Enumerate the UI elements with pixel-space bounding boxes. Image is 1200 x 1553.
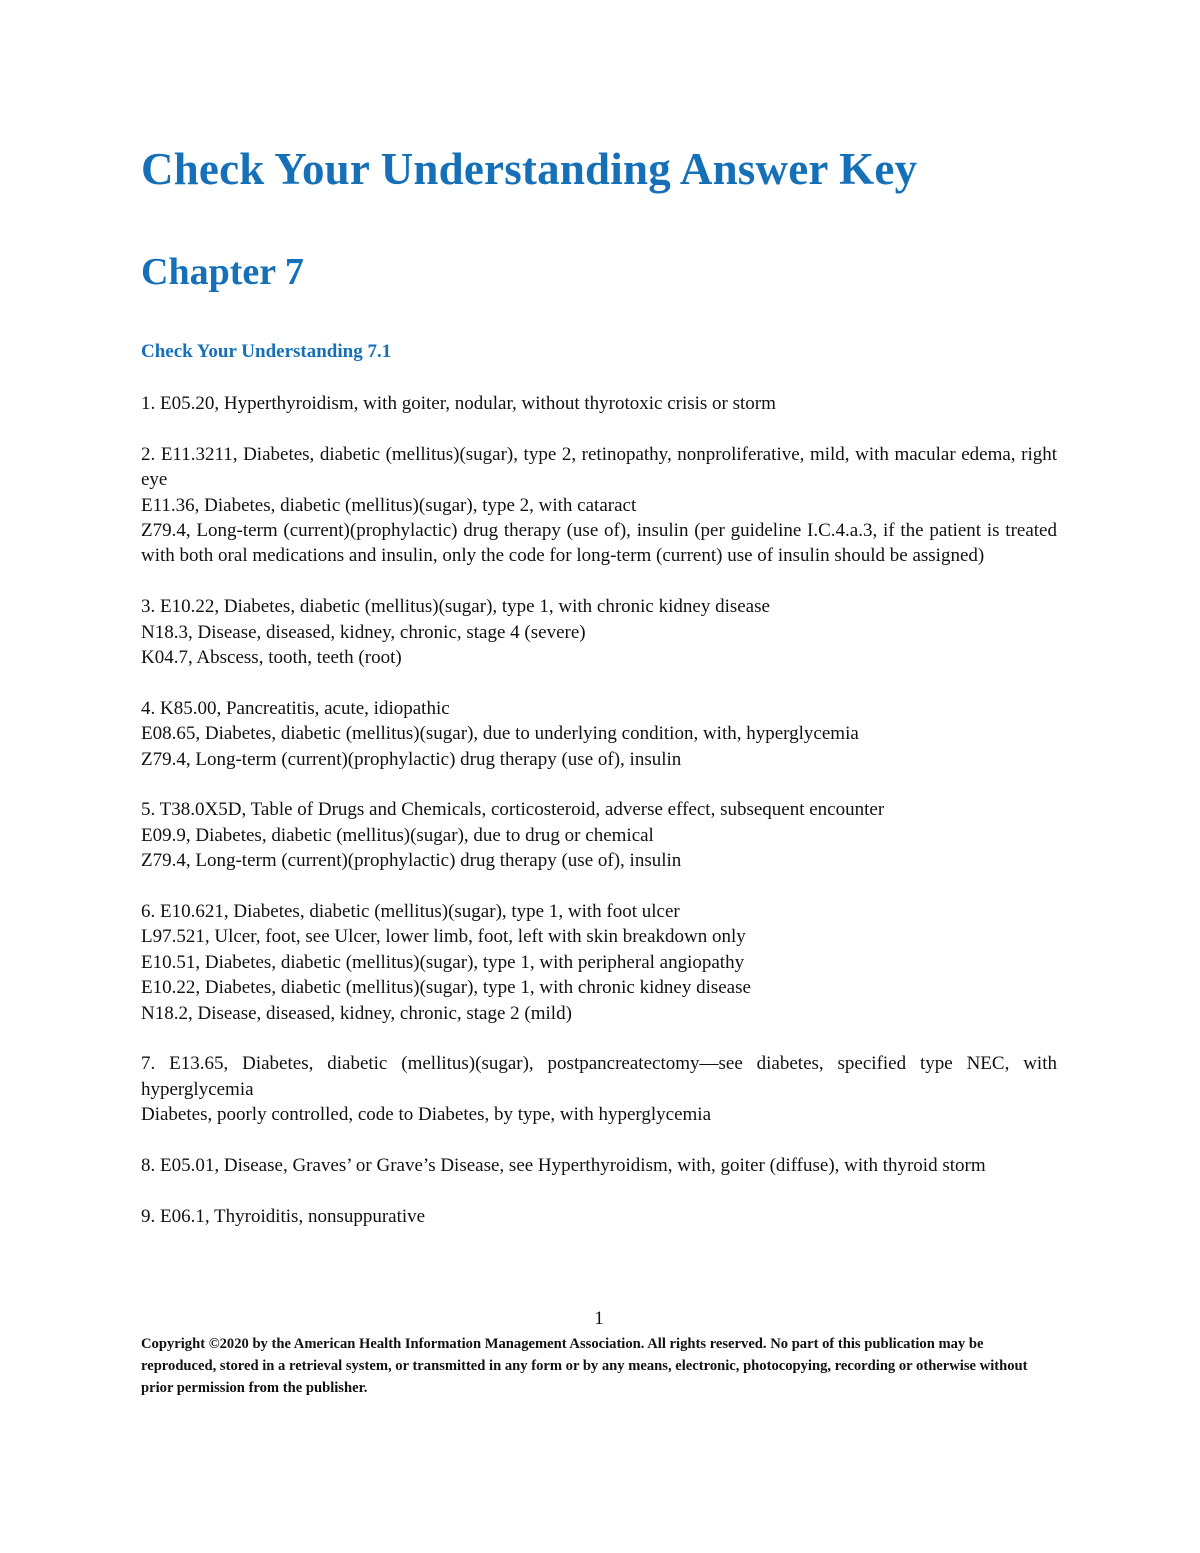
document-title: Check Your Understanding Answer Key xyxy=(141,144,918,194)
answer-line: K04.7, Abscess, tooth, teeth (root) xyxy=(141,647,402,669)
section-heading: Check Your Understanding 7.1 xyxy=(141,341,392,362)
answer-line: Diabetes, poorly controlled, code to Diabetes, by type, with hyperglycemia xyxy=(141,1104,712,1126)
answer-item xyxy=(141,391,1057,416)
answer-line: 4. K85.00, Pancreatitis, acute, idiopathic xyxy=(141,697,450,719)
answer-item xyxy=(141,594,1057,670)
answer-line: 7. E13.65, Diabetes, diabetic (mellitus)(sugar), postpancreatectomy—see diabetes, specified type NEC, with hyperglycemia xyxy=(141,1053,1057,1100)
answer-line: L97.521, Ulcer, foot, see Ulcer, lower limb, foot, left with skin breakdown only xyxy=(141,926,746,948)
answer-item xyxy=(141,1051,1057,1127)
answer-item xyxy=(141,1204,1057,1229)
answer-line: 8. E05.01, Disease, Graves’ or Grave’s Disease, see Hyperthyroidism, with, goiter (diffuse), with thyroid storm xyxy=(141,1155,986,1177)
answer-item xyxy=(141,1153,1057,1178)
answer-line: N18.3, Disease, diseased, kidney, chronic, stage 4 (severe) xyxy=(141,621,586,643)
answer-line: 9. E06.1, Thyroiditis, nonsuppurative xyxy=(141,1205,426,1227)
answer-line: Z79.4, Long-term (current)(prophylactic) drug therapy (use of), insulin (per guideline I.C.4.a.3, if the patient is treated with both oral medications and insulin, only the code for long-term (current) use of insulin should be assigned) xyxy=(141,520,1057,567)
chapter-heading: Chapter 7 xyxy=(141,251,304,293)
answer-line: E09.9, Diabetes, diabetic (mellitus)(sugar), due to drug or chemical xyxy=(141,824,654,846)
copyright-notice: Copyright ©2020 by the American Health Information Management Association. All rights reserved. No part of this publication may be reproduced, stored in a retrieval system, or transmitted in any form or by any means, electronic, photocopying, recording or otherwise without prior permission from the publisher. xyxy=(141,1336,1028,1396)
answer-line: Z79.4, Long-term (current)(prophylactic) drug therapy (use of), insulin xyxy=(141,748,682,770)
answer-line: 1. E05.20, Hyperthyroidism, with goiter, nodular, without thyrotoxic crisis or storm xyxy=(141,393,776,414)
answer-item xyxy=(141,442,1057,569)
answer-line: E10.51, Diabetes, diabetic (mellitus)(sugar), type 1, with peripheral angiopathy xyxy=(141,951,745,973)
answer-item xyxy=(141,696,1057,772)
answer-line: 2. E11.3211, Diabetes, diabetic (mellitus)(sugar), type 2, retinopathy, nonproliferative, mild, with macular edema, right eye xyxy=(141,443,1057,491)
answer-item xyxy=(141,899,1057,1026)
answer-line: N18.2, Disease, diseased, kidney, chronic, stage 2 (mild) xyxy=(141,1002,572,1024)
answer-line: 6. E10.621, Diabetes, diabetic (mellitus)(sugar), type 1, with foot ulcer xyxy=(141,901,680,923)
answer-line: E10.22, Diabetes, diabetic (mellitus)(sugar), type 1, with chronic kidney disease xyxy=(141,977,751,999)
answer-line: 3. E10.22, Diabetes, diabetic (mellitus)(sugar), type 1, with chronic kidney disease xyxy=(141,596,770,618)
answer-line: Z79.4, Long-term (current)(prophylactic) drug therapy (use of), insulin xyxy=(141,850,682,872)
page-number: 1 xyxy=(594,1308,604,1329)
answer-line: E08.65, Diabetes, diabetic (mellitus)(sugar), due to underlying condition, with, hyperglycemia xyxy=(141,723,859,745)
answer-list xyxy=(141,391,1057,1255)
answer-line: E11.36, Diabetes, diabetic (mellitus)(sugar), type 2, with cataract xyxy=(141,494,637,516)
answer-line: 5. T38.0X5D, Table of Drugs and Chemicals, corticosteroid, adverse effect, subsequent encounter xyxy=(141,799,885,821)
answer-item xyxy=(141,797,1057,873)
